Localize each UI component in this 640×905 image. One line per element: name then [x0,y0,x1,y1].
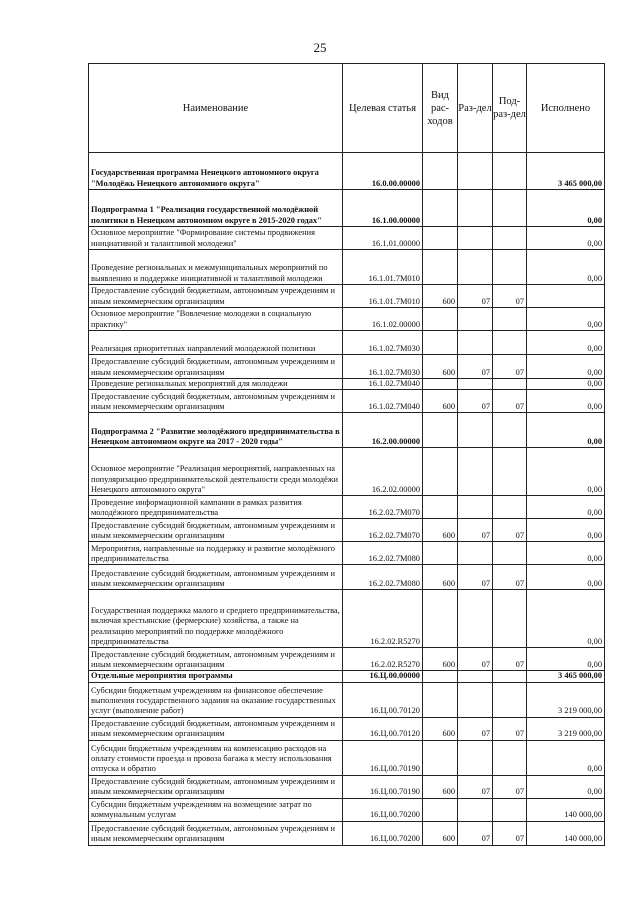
row-executed: 0,00 [527,308,605,331]
table-row [89,250,605,285]
header-target-article: Целевая статья [343,64,423,153]
row-expense-type [423,250,458,285]
row-executed: 0,00 [527,740,605,775]
row-executed: 0,00 [527,542,605,565]
row-section [458,227,493,250]
row-target-article: 16.2.02.7М070 [343,496,423,519]
row-target-article: 16.0.00.00000 [343,153,423,190]
row-expense-type [423,227,458,250]
row-expense-type: 600 [423,775,458,798]
row-subsection: 07 [493,519,527,542]
row-name: Субсидии бюджетным учреждениям на компенсацию расходов на оплату стоимости проезда и провоза багажа к месту использования отпуска и обратно [89,740,343,775]
row-name: Проведение региональных мероприятий для молодежи [89,379,343,390]
row-section: 07 [458,565,493,590]
row-target-article: 16.2.02.7М070 [343,519,423,542]
row-section: 07 [458,519,493,542]
table-row [89,496,605,519]
row-target-article: 16.Ц.00.70200 [343,821,423,845]
table-row [89,413,605,448]
table-row [89,740,605,775]
row-expense-type [423,798,458,821]
row-section [458,413,493,448]
row-subsection [493,682,527,717]
row-expense-type: 600 [423,390,458,413]
row-name: Предоставление субсидий бюджетным, автономным учреждениям и иным некоммерческим организациям [89,565,343,590]
row-executed: 3 219 000,00 [527,717,605,740]
row-name: Основное мероприятие "Формирование системы продвижения инициативной и талантливой молодежи" [89,227,343,250]
row-subsection [493,308,527,331]
row-expense-type [423,153,458,190]
row-name: Предоставление субсидий бюджетным, автономным учреждениям и иным некоммерческим организациям [89,390,343,413]
budget-table [88,63,605,846]
row-target-article: 16.2.02.R5270 [343,590,423,648]
row-section: 07 [458,285,493,308]
row-section [458,671,493,682]
header-name: Наименование [89,64,343,153]
row-executed: 3 465 000,00 [527,153,605,190]
table-row [89,565,605,590]
row-subsection [493,413,527,448]
row-target-article: 16.Ц.00.70190 [343,775,423,798]
row-expense-type [423,542,458,565]
row-section [458,190,493,227]
row-executed: 3 465 000,00 [527,671,605,682]
table-row [89,798,605,821]
row-target-article: 16.1.02.7М030 [343,331,423,355]
row-section [458,590,493,648]
header-subsection: Под-раз-дел [493,64,527,153]
row-name: Предоставление субсидий бюджетным, автономным учреждениям и иным некоммерческим организациям [89,775,343,798]
row-executed: 140 000,00 [527,821,605,845]
row-section [458,379,493,390]
row-expense-type: 600 [423,648,458,671]
table-row [89,682,605,717]
row-target-article: 16.1.01.7М010 [343,250,423,285]
row-name: Подпрограмма 2 "Развитие молодёжного предпринимательства в Ненецком автономном округе на 2017 - 2020 годы" [89,413,343,448]
table-row [89,355,605,379]
row-name: Отдельные мероприятия программы [89,671,343,682]
row-name: Предоставление субсидий бюджетным, автономным учреждениям и иным некоммерческим организациям [89,519,343,542]
row-executed: 0,00 [527,590,605,648]
row-executed [527,285,605,308]
row-subsection [493,227,527,250]
row-target-article: 16.2.02.7М080 [343,542,423,565]
row-subsection: 07 [493,355,527,379]
table-row [89,285,605,308]
table-row [89,227,605,250]
row-target-article: 16.1.01.00000 [343,227,423,250]
table-header-row [89,64,605,153]
row-target-article: 16.1.02.00000 [343,308,423,331]
row-name: Основное мероприятие "Реализация мероприятий, направленных на популяризацию предпринимательской деятельности среди молодёжи Ненецкого автономного округа" [89,448,343,496]
row-name: Предоставление субсидий бюджетным, автономным учреждениям и иным некоммерческим организациям [89,821,343,845]
row-subsection: 07 [493,775,527,798]
row-subsection: 07 [493,717,527,740]
row-section [458,496,493,519]
row-target-article: 16.1.02.7М040 [343,379,423,390]
row-target-article: 16.Ц.00.70190 [343,740,423,775]
table-row [89,542,605,565]
row-name: Основное мероприятие "Вовлечение молодежи в социальную практику" [89,308,343,331]
page-number: 25 [313,40,327,55]
row-subsection [493,542,527,565]
row-section [458,740,493,775]
row-section: 07 [458,355,493,379]
row-expense-type [423,671,458,682]
row-expense-type [423,740,458,775]
row-target-article: 16.Ц.00.70120 [343,717,423,740]
header-section: Раз-дел [458,64,493,153]
row-name: Предоставление субсидий бюджетным, автономным учреждениям и иным некоммерческим организациям [89,717,343,740]
row-executed: 0,00 [527,190,605,227]
row-expense-type [423,590,458,648]
row-section: 07 [458,775,493,798]
table-row [89,379,605,390]
table-row [89,190,605,227]
row-name: Предоставление субсидий бюджетным, автономным учреждениям и иным некоммерческим организациям [89,285,343,308]
row-subsection: 07 [493,285,527,308]
header-expense-type: Вид рас-ходов [423,64,458,153]
row-name: Предоставление субсидий бюджетным, автономным учреждениям и иным некоммерческим организациям [89,355,343,379]
row-name: Проведение региональных и межмуниципальных мероприятий по выявлению и поддержке инициативной и талантливой молодежи [89,250,343,285]
row-expense-type [423,413,458,448]
row-section: 07 [458,648,493,671]
row-expense-type [423,682,458,717]
row-executed: 140 000,00 [527,798,605,821]
row-expense-type [423,496,458,519]
row-executed: 3 219 000,00 [527,682,605,717]
row-subsection [493,190,527,227]
row-section [458,153,493,190]
table-row [89,331,605,355]
row-target-article: 16.1.01.7М010 [343,285,423,308]
row-section [458,448,493,496]
table-row [89,775,605,798]
row-expense-type: 600 [423,519,458,542]
table-row [89,821,605,845]
row-name: Подпрограмма 1 "Реализация государственной молодёжной политики в Ненецком автономном округе в 2015-2020 годах" [89,190,343,227]
row-expense-type: 600 [423,285,458,308]
row-name: Реализация приоритетных направлений молодежной политики [89,331,343,355]
row-expense-type: 600 [423,717,458,740]
row-executed: 0,00 [527,448,605,496]
row-subsection [493,671,527,682]
row-section [458,308,493,331]
row-name: Мероприятия, направленные на поддержку и развитие молодёжного предпринимательства [89,542,343,565]
row-expense-type [423,331,458,355]
row-executed: 0,00 [527,250,605,285]
table-row [89,153,605,190]
header-executed: Исполнено [527,64,605,153]
row-executed: 0,00 [527,519,605,542]
row-section: 07 [458,390,493,413]
row-name: Субсидии бюджетным учреждениям на финансовое обеспечение выполнения государственного задания на оказание государственных услуг (выполнение работ) [89,682,343,717]
row-subsection [493,590,527,648]
row-name: Предоставление субсидий бюджетным, автономным учреждениям и иным некоммерческим организациям [89,648,343,671]
row-executed: 0,00 [527,379,605,390]
row-target-article: 16.Ц.00.00000 [343,671,423,682]
row-subsection: 07 [493,565,527,590]
row-target-article: 16.1.02.7М040 [343,390,423,413]
row-section [458,542,493,565]
table-row [89,448,605,496]
row-expense-type: 600 [423,821,458,845]
row-name: Проведение информационной кампании в рамках развития молодёжного предпринимательства [89,496,343,519]
row-target-article: 16.1.00.00000 [343,190,423,227]
row-executed: 0,00 [527,648,605,671]
row-executed: 0,00 [527,775,605,798]
row-target-article: 16.Ц.00.70200 [343,798,423,821]
table-body [89,153,605,846]
row-subsection: 07 [493,648,527,671]
row-subsection [493,496,527,519]
row-target-article: 16.2.02.00000 [343,448,423,496]
row-target-article: 16.1.02.7М030 [343,355,423,379]
row-section [458,250,493,285]
row-executed: 0,00 [527,496,605,519]
table-row [89,519,605,542]
table-row [89,308,605,331]
row-executed: 0,00 [527,355,605,379]
row-name: Государственная поддержка малого и среднего предпринимательства, включая крестьянские (фермерские) хозяйства, а также на реализацию мероприятий по поддержке молодёжного предпринимательства [89,590,343,648]
row-section: 07 [458,717,493,740]
row-name: Субсидии бюджетным учреждениям на возмещение затрат по коммунальным услугам [89,798,343,821]
row-executed: 0,00 [527,413,605,448]
table-row [89,717,605,740]
row-subsection [493,331,527,355]
row-executed: 0,00 [527,390,605,413]
row-section [458,682,493,717]
row-expense-type [423,308,458,331]
row-section: 07 [458,821,493,845]
table-row [89,590,605,648]
row-name: Государственная программа Ненецкого автономного округа "Молодёжь Ненецкого автономного округа" [89,153,343,190]
row-target-article: 16.Ц.00.70120 [343,682,423,717]
row-subsection: 07 [493,390,527,413]
row-subsection [493,740,527,775]
row-target-article: 16.2.02.R5270 [343,648,423,671]
row-subsection [493,448,527,496]
row-subsection: 07 [493,821,527,845]
row-expense-type [423,379,458,390]
row-executed: 0,00 [527,565,605,590]
row-target-article: 16.2.02.7М080 [343,565,423,590]
row-section [458,331,493,355]
row-subsection [493,153,527,190]
table-row [89,648,605,671]
row-expense-type [423,190,458,227]
row-executed: 0,00 [527,227,605,250]
row-expense-type [423,448,458,496]
row-expense-type: 600 [423,565,458,590]
row-expense-type: 600 [423,355,458,379]
table-row [89,671,605,682]
row-executed: 0,00 [527,331,605,355]
table-row [89,390,605,413]
row-subsection [493,250,527,285]
row-section [458,798,493,821]
row-subsection [493,379,527,390]
row-subsection [493,798,527,821]
row-target-article: 16.2.00.00000 [343,413,423,448]
